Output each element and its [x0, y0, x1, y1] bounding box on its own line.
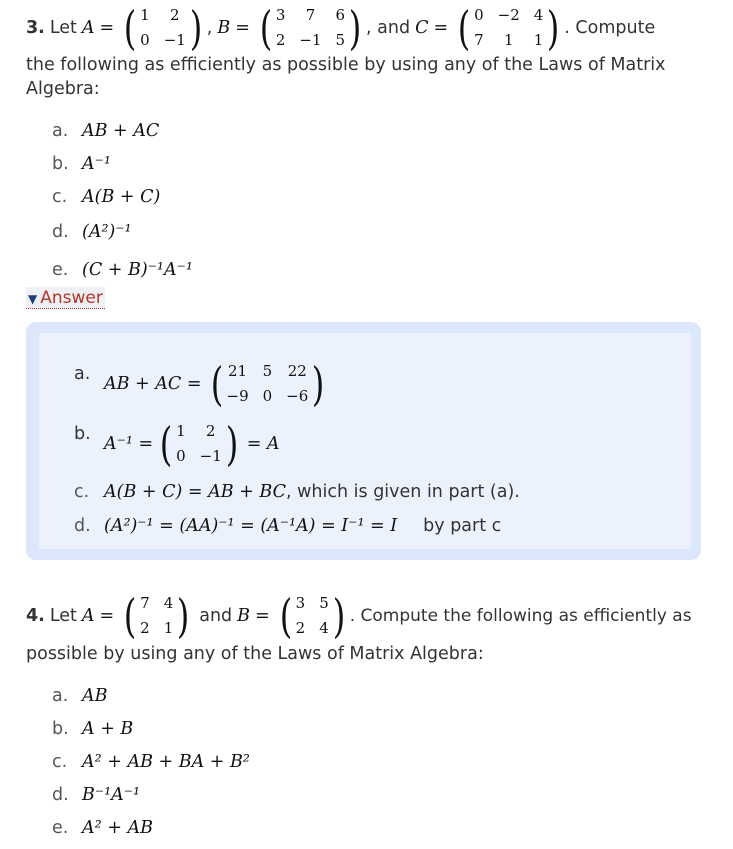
matrix-entry: 5: [262, 362, 273, 380]
matrix-a-name: A: [81, 606, 95, 626]
item-label: e.: [52, 818, 69, 838]
item-label: c.: [52, 187, 68, 207]
answer-b: [74, 418, 280, 470]
matrix-entry: 3: [295, 594, 306, 612]
answer-a-label: a.: [74, 364, 91, 384]
matrix-entry: 7: [474, 31, 484, 49]
triangle-down-icon: ▼: [28, 292, 38, 306]
problem-3-text-line-3: Algebra:: [26, 79, 100, 99]
matrix-b-entries: [276, 3, 345, 53]
matrix-b-name: B: [217, 18, 231, 38]
item-expression: A(B + C): [82, 187, 161, 207]
matrix-entry: 3: [275, 6, 286, 24]
equals-sign: =: [235, 18, 250, 38]
item-expression: AB: [82, 686, 108, 706]
matrix-entry: 1: [163, 619, 174, 637]
matrix-b: ( 3 5 2 4 ): [279, 589, 346, 643]
item-label: d.: [52, 785, 69, 805]
matrix-entries: [176, 419, 222, 469]
problem-3-number: 3.: [26, 18, 45, 38]
matrix-entry: −9: [226, 387, 249, 405]
answer-toggle-label: Answer: [40, 288, 103, 308]
matrix-entry: 0: [474, 6, 484, 24]
matrix-entry: 2: [275, 31, 286, 49]
item-label: b.: [52, 719, 69, 739]
answer-b-lhs: A⁻¹ =: [104, 434, 154, 454]
matrix-entry: 6: [335, 6, 346, 24]
matrix-entry: 1: [140, 6, 150, 24]
answer-d-text: by part c: [423, 516, 502, 536]
matrix-entry: 1: [503, 31, 514, 49]
list-item: [52, 154, 111, 174]
item-label: c.: [52, 752, 68, 772]
item-expression: (A²)⁻¹: [82, 222, 132, 242]
answer-d: [74, 516, 501, 536]
matrix-a-entries: [140, 591, 173, 641]
matrix-a: ( 7 4 2 1 ): [123, 589, 190, 643]
matrix-b-entries: [296, 591, 329, 641]
answer-d-math: (A²)⁻¹ = (AA)⁻¹ = (A⁻¹A) = I⁻¹ = I: [104, 516, 398, 536]
compute-text: . Compute the following as efficiently as: [349, 606, 692, 626]
answer-c-text: , which is given in part (a).: [285, 482, 520, 502]
matrix-entry: 1: [176, 422, 186, 440]
matrix-c-name: C: [415, 18, 429, 38]
matrix-b-name: B: [237, 606, 251, 626]
answer-a-matrix: ( 21 5 22 −9 0 −6 ): [210, 357, 325, 411]
matrix-entry: 2: [170, 6, 180, 24]
equals-sign: =: [255, 606, 270, 626]
item-expression: AB + AC: [82, 121, 160, 141]
equals-sign: =: [433, 18, 449, 38]
item-expression: (C + B)⁻¹A⁻¹: [82, 260, 193, 280]
item-expression: B⁻¹A⁻¹: [82, 785, 141, 805]
answer-b-rhs: = A: [246, 434, 280, 454]
matrix-entry: 4: [533, 6, 544, 24]
matrix-entry: 0: [176, 447, 186, 465]
problem-4-text-line-2: possible by using any of the Laws of Matrix Algebra:: [26, 644, 484, 664]
matrix-entry: 0: [140, 31, 150, 49]
matrix-entry: −1: [199, 447, 222, 465]
matrix-entry: 5: [319, 594, 329, 612]
item-expression: A² + AB + BA + B²: [82, 752, 250, 772]
item-label: a.: [52, 686, 69, 706]
answer-toggle[interactable]: [26, 287, 105, 309]
matrix-entry: 0: [262, 387, 273, 405]
matrix-entry: 22: [287, 362, 307, 380]
matrix-entry: 5: [335, 31, 346, 49]
matrix-entry: 2: [140, 619, 150, 637]
matrix-entry: 4: [319, 619, 329, 637]
matrix-entries: [227, 359, 309, 409]
matrix-a-entries: [140, 3, 186, 53]
equals-sign: =: [99, 606, 115, 626]
answer-a-lhs: AB + AC =: [104, 374, 202, 394]
matrix-a: ( 1 2 0 −1 ): [123, 1, 203, 55]
separator-comma: ,: [206, 18, 213, 38]
let-word: Let: [49, 18, 77, 38]
answer-b-matrix: ( 1 2 0 −1 ): [159, 417, 239, 471]
matrix-b: ( 3 7 6 2 −1 5 ): [259, 1, 362, 55]
compute-text: . Compute: [564, 18, 656, 38]
matrix-a-name: A: [81, 18, 95, 38]
answer-c-math: A(B + C) = AB + BC: [104, 482, 286, 502]
matrix-c-entries: [474, 3, 543, 53]
item-expression: A⁻¹: [82, 154, 111, 174]
list-item: [52, 719, 133, 739]
list-item: [52, 222, 132, 242]
and-text: and: [199, 606, 233, 626]
list-item: [52, 752, 250, 772]
let-word: Let: [49, 606, 77, 626]
answer-c-label: c.: [74, 482, 90, 502]
equals-sign: =: [99, 18, 115, 38]
item-label: b.: [52, 154, 69, 174]
answer-a: [74, 358, 329, 410]
list-item: [52, 260, 193, 280]
matrix-entry: −1: [163, 31, 186, 49]
matrix-entry: 7: [305, 6, 316, 24]
item-label: e.: [52, 260, 69, 280]
matrix-entry: 2: [295, 619, 306, 637]
list-item: [52, 121, 159, 141]
problem-4-number: 4.: [26, 606, 45, 626]
matrix-c: ( 0 −2 4 7 1 1 ): [457, 1, 560, 55]
item-expression: A² + AB: [82, 818, 153, 838]
list-item: [52, 785, 140, 805]
matrix-entry: −1: [299, 31, 322, 49]
answer-c: [74, 482, 520, 502]
item-label: a.: [52, 121, 69, 141]
problem-3-statement: [26, 2, 655, 54]
matrix-entry: 21: [228, 362, 248, 380]
matrix-entry: 1: [533, 31, 544, 49]
and-text: , and: [366, 18, 411, 38]
problem-4-statement: [26, 590, 692, 642]
matrix-entry: 4: [163, 594, 174, 612]
matrix-entry: 2: [205, 422, 216, 440]
answer-b-label: b.: [74, 424, 91, 444]
matrix-entry: 7: [140, 594, 150, 612]
answer-d-label: d.: [74, 516, 91, 536]
list-item: [52, 187, 160, 207]
list-item: [52, 818, 153, 838]
problem-3-text-line-2: the following as efficiently as possible by using any of the Laws of Matrix: [26, 55, 666, 75]
matrix-entry: −2: [497, 6, 520, 24]
list-item: [52, 686, 108, 706]
item-expression: A + B: [82, 719, 134, 739]
item-label: d.: [52, 222, 69, 242]
matrix-entry: −6: [286, 387, 309, 405]
